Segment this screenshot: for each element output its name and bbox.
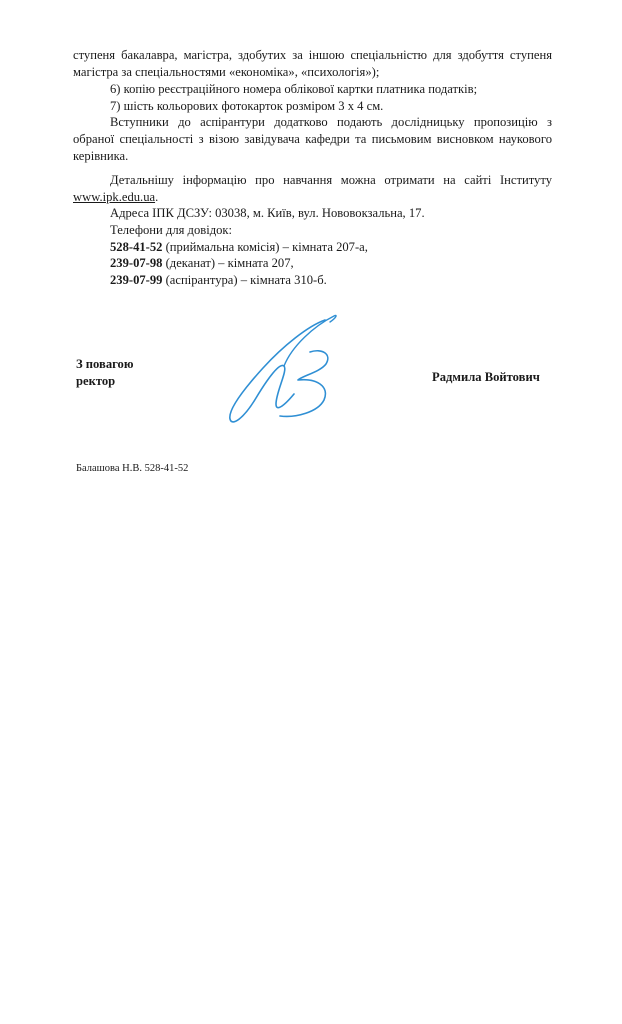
phone-number: 239-07-98 (110, 256, 163, 270)
aspirants-line1: Вступники до аспірантури додатково подають дослідницьку пропозицію з (110, 115, 552, 129)
phones-header: Телефони для довідок: (110, 223, 233, 237)
website-link[interactable]: www.ipk.edu.ua (73, 190, 156, 204)
info-line2-suffix: . (155, 190, 159, 204)
phone-line (110, 239, 368, 256)
aspirants-line3: керівника. (73, 149, 129, 163)
aspirants-line2: обраної спеціальності з візою завідувача кафедри та письмовим висновком наукового (73, 132, 552, 146)
phone-number: 239-07-99 (110, 273, 163, 287)
address-line: Адреса ІПК ДСЗУ: 03038, м. Київ, вул. Нововокзальна, 17. (110, 206, 425, 220)
phone-description: (приймальна комісія) – кімната 207-а, (162, 240, 368, 254)
handwritten-signature-image (218, 306, 348, 436)
list-item-7: 7) шість кольорових фотокарток розміром 3 х 4 см. (110, 99, 384, 113)
phone-number: 528-41-52 (110, 240, 163, 254)
para1-line1: ступеня бакалавра, магістра, здобутих за іншою спеціальністю для здобуття ступеня (73, 48, 552, 62)
phone-description: (деканат) – кімната 207, (162, 256, 294, 270)
regards-text: З повагою (76, 357, 134, 371)
info-line1: Детальнішу інформацію про навчання можна отримати на сайті Інституту (110, 173, 552, 187)
para1-line2: магістра за спеціальностями «економіка», «психологія»); (73, 65, 380, 79)
phone-line (110, 272, 327, 289)
info-line2 (73, 189, 158, 206)
list-item-6: 6) копію реєстраційного номера облікової картки платника податків; (110, 82, 478, 96)
signatory-position: ректор (76, 374, 116, 388)
executor-line: Балашова Н.В. 528-41-52 (76, 463, 189, 474)
phone-description: (аспірантура) – кімната 310-б. (162, 273, 327, 287)
signatory-name: Радмила Войтович (432, 370, 540, 384)
phone-line (110, 255, 294, 272)
